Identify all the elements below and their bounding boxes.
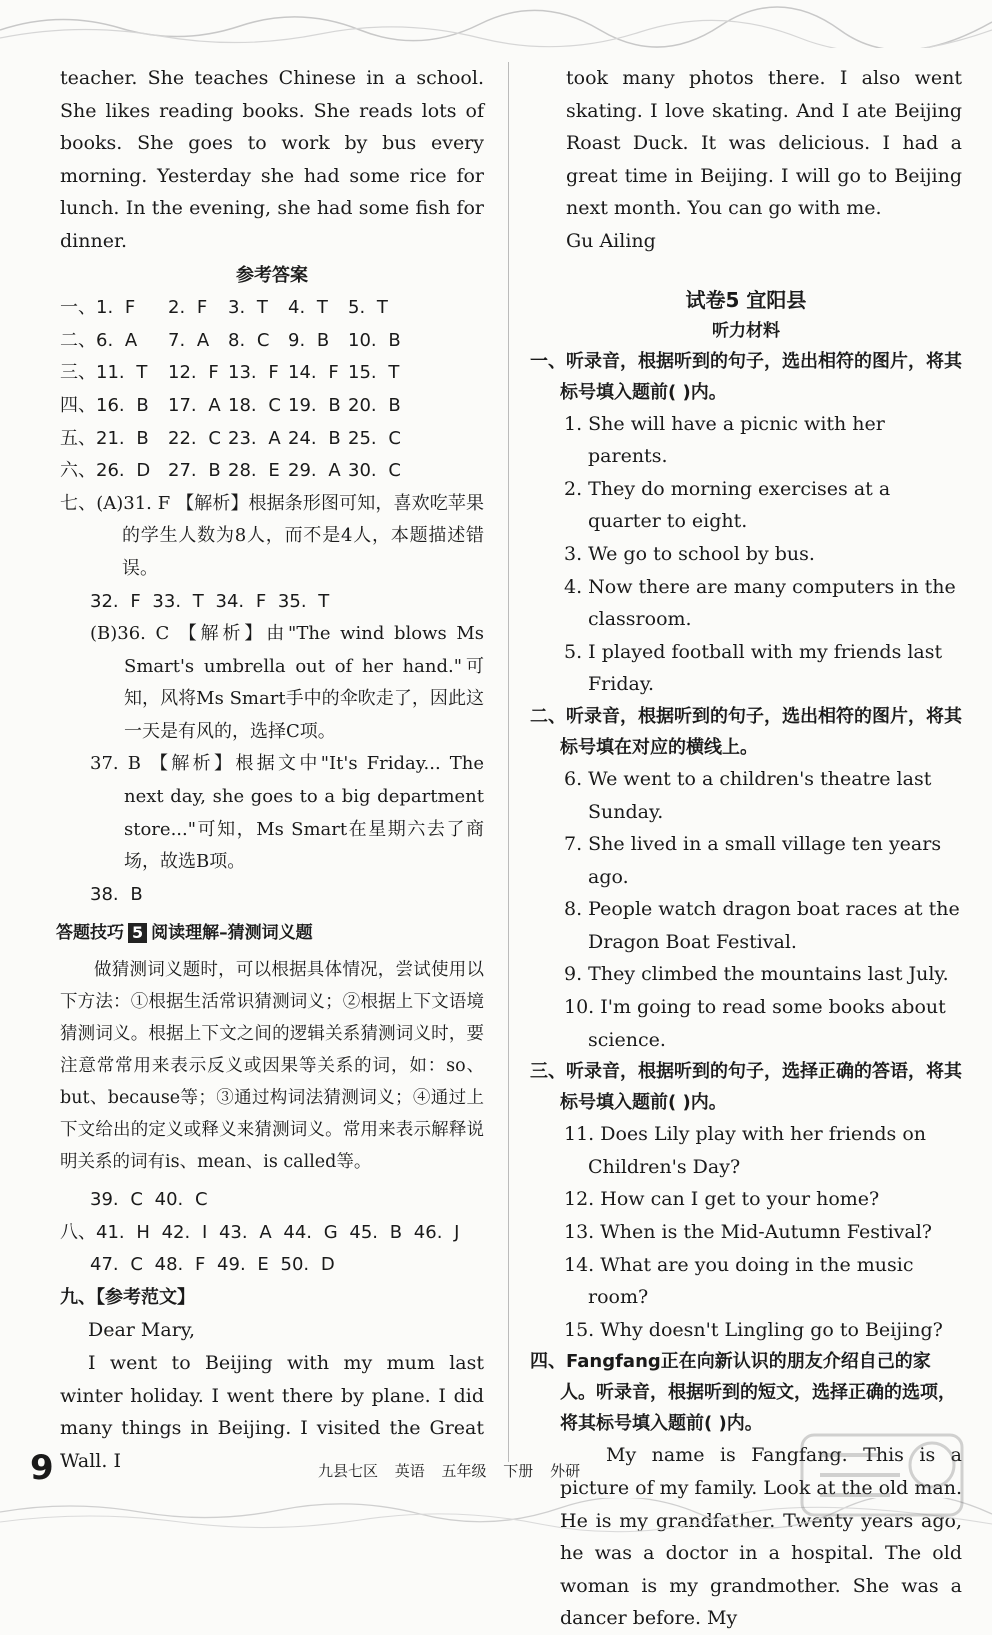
essay-label: 九、【参考范文】	[60, 1286, 195, 1308]
part1-item: 3. We go to school by bus.	[564, 542, 815, 565]
part1-item: 5. I played football with my friends last Friday.	[564, 640, 943, 696]
tip-heading	[56, 917, 484, 950]
tip-label: 答题技巧	[56, 923, 124, 944]
tip-number: 5	[128, 923, 147, 943]
answers-title: 参考答案	[236, 264, 308, 286]
column-divider	[508, 62, 509, 1462]
part2-instruction: 二、听录音，根据听到的句子，选出相符的图片，将其标号填在对应的横线上。	[530, 705, 962, 758]
answer-row-47: 47. C 48. F 49. E 50. D	[90, 1254, 335, 1276]
part1-item: 1. She will have a picnic with her parents.	[564, 412, 885, 468]
paper-title: 试卷5 宜阳县	[685, 287, 807, 312]
listening-title: 听力材料	[712, 320, 780, 341]
top-decoration	[0, 0, 992, 48]
part4-instruction: 四、Fangfang正在向新认识的朋友介绍自己的家人。听录音，根据听到的短文，选择正确的选项，将其标号填入题前( )内。	[530, 1351, 956, 1435]
part1-item: 2. They do morning exercises at a quarter to eight.	[564, 477, 891, 533]
part3-instruction: 三、听录音，根据听到的句子，选择正确的答语，将其标号填入题前( )内。	[530, 1061, 962, 1114]
page-number: 9	[30, 1448, 54, 1488]
part3-item: 14. What are you doing in the music room?	[564, 1253, 914, 1309]
watermark-logo	[792, 1425, 972, 1525]
part2-item: 10. I'm going to read some books about science.	[564, 996, 946, 1051]
tip-body: 做猜测词义题时，可以根据具体情况，尝试使用以下方法：①根据生活常识猜测词义；②根据上下文语境猜测词义。根据上下文之间的逻辑关系猜测词义时，要注意常常用来表示反义或因果等关系的词，如：so、but、because等；③通过构词法猜测词义；④通过上下文给出的定义或释义来猜测词义。常用来表示解释说明关系的词有is、mean、is called等。	[60, 960, 484, 1173]
footer-info: 九县七区 英语 五年级 下册 外研	[318, 1462, 581, 1480]
passage-text: teacher. She teaches Chinese in a school. She likes reading books. She reads lots of books. She goes to work by bus every morning. Yesterday she had some rice for lunch. In the evening, she had some fish for dinner.	[60, 67, 484, 252]
answer-row-6: 六、26. D 27. B 28. E 29. A 30. C	[60, 460, 401, 482]
part2-item: 7. She lived in a small village ten years ago.	[564, 833, 942, 888]
answer-row-2: 二、6. A 7. A 8. C 9. B 10. B	[60, 329, 401, 351]
part1-instruction: 一、听录音，根据听到的句子，选出相符的图片，将其标号填入题前( )内。	[530, 350, 962, 403]
answer-31-explanation: 七、(A)31. F 【解析】根据条形图可知，喜欢吃苹果的学生人数为8人，而不是4人，本题描述错误。	[60, 492, 484, 579]
part2-item: 6. We went to a children's theatre last Sunday.	[564, 767, 932, 823]
essay-body: I went to Beijing with my mum last winter holiday. I went there by plane. I did many things in Beijing. I visited the Great Wall. I	[60, 1352, 484, 1472]
tip-title: 阅读理解–猜测词义题	[151, 923, 313, 944]
answer-row-1: 一、1. F 2. F 3. T 4. T 5. T	[60, 297, 388, 319]
part3-item: 12. How can I get to your home?	[564, 1188, 880, 1211]
answer-row-32: 32. F 33. T 34. F 35. T	[90, 590, 330, 612]
part3-item: 11. Does Lily play with her friends on Children's Day?	[564, 1123, 927, 1178]
part3-item: 13. When is the Mid-Autumn Festival?	[564, 1221, 932, 1244]
left-column	[56, 62, 484, 1477]
part2-item: 8. People watch dragon boat races at the Dragon Boat Festival.	[564, 898, 960, 953]
answer-36-explanation: (B)36. C 【解析】由"The wind blows Ms Smart's umbrella out of her hand."可知，风将Ms Smart手中的伞吹走了，因此这一天是有风的，选择C项。	[90, 623, 484, 742]
part1-item: 4. Now there are many computers in the classroom.	[564, 575, 956, 631]
answer-row-41: 八、41. H 42. I 43. A 44. G 45. B 46. J	[60, 1221, 460, 1243]
essay-signature: Gu Ailing	[566, 229, 656, 252]
part3-item: 15. Why doesn't Lingling go to Beijing?	[564, 1318, 943, 1341]
right-column	[530, 62, 962, 1635]
answer-row-38: 38. B	[90, 883, 143, 905]
answer-row-39: 39. C 40. C	[90, 1189, 208, 1211]
answer-row-5: 五、21. B 22. C 23. A 24. B 25. C	[60, 427, 401, 449]
answer-row-3: 三、11. T 12. F 13. F 14. F 15. T	[60, 362, 400, 384]
essay-continued: took many photos there. I also went skating. I love skating. And I ate Beijing Roast Duck. It was delicious. I had a great time in Beijing. I will go to Beijing next month. You can go with me.	[566, 67, 962, 220]
answer-37-explanation: 37. B 【解析】根据文中"It's Friday... The next day, she goes to a big department store..."可知，Ms Smart在星期六去了商场，故选B项。	[90, 753, 484, 873]
essay-salutation: Dear Mary,	[88, 1319, 196, 1342]
answer-row-4: 四、16. B 17. A 18. C 19. B 20. B	[60, 394, 401, 416]
part4-passage: My name is Fangfang. This is a picture of my family. Look at the old man. He is my grandfather. Twenty years ago, he was a doctor in a hospital. The old woman is my grandmother. She was a dancer before. My	[560, 1444, 962, 1630]
part2-item: 9. They climbed the mountains last July.	[564, 963, 949, 986]
